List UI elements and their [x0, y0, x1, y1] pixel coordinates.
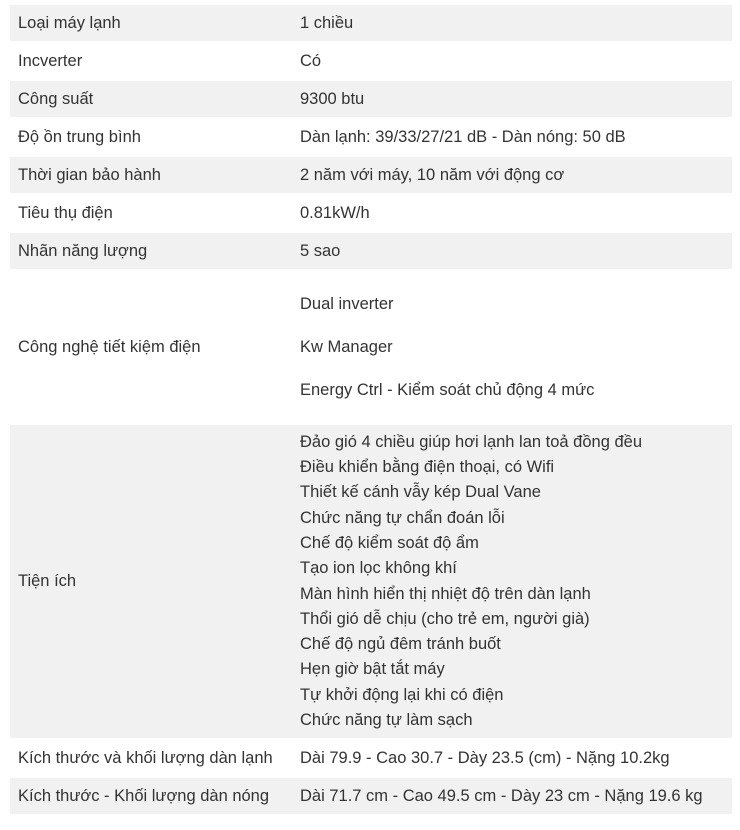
spec-value-item: Kw Manager: [300, 337, 393, 356]
spec-label: Công nghệ tiết kiệm điện: [18, 337, 201, 356]
spec-row-outdoor-size-weight: [10, 778, 732, 814]
spec-label: Loại máy lạnh: [10, 5, 292, 41]
spec-value-item: Điều khiển bằng điện thoại, có Wifi: [300, 458, 555, 477]
spec-row-indoor-size-weight: [10, 740, 732, 776]
spec-value: 5 sao: [292, 233, 732, 269]
spec-row-type: [10, 5, 732, 41]
spec-label: Công suất: [10, 81, 292, 117]
spec-label: Kích thước - Khối lượng dàn nóng: [10, 778, 292, 814]
spec-label: Tiêu thụ điện: [18, 203, 113, 222]
spec-row-inverter: [10, 43, 732, 79]
spec-value-list: [292, 271, 732, 423]
spec-value: 9300 btu: [292, 81, 732, 117]
spec-value-item: Đảo gió 4 chiều giúp hơi lạnh lan toả đồng đều: [300, 432, 642, 451]
spec-value-list: [292, 425, 732, 738]
spec-label: Độ ồn trung bình: [18, 127, 141, 146]
spec-value-item: Energy Ctrl - Kiểm soát chủ động 4 mức: [300, 380, 595, 399]
spec-label: Incverter: [18, 51, 83, 70]
spec-value-item: Chế độ kiểm soát độ ẩm: [300, 533, 479, 552]
spec-row-energy-label: [10, 233, 732, 269]
spec-value: 0.81kW/h: [300, 203, 370, 222]
spec-label: Tiện ích: [10, 425, 292, 738]
spec-value-item: Tạo ion lọc không khí: [300, 559, 457, 578]
spec-label: Nhãn năng lượng: [10, 233, 292, 269]
specs-table: [10, 3, 732, 816]
spec-value: Có: [300, 51, 322, 70]
spec-value-item: Chức năng tự làm sạch: [300, 710, 473, 729]
spec-value: 1 chiều: [292, 5, 732, 41]
spec-row-capacity: [10, 81, 732, 117]
spec-row-warranty: [10, 157, 732, 193]
spec-label: Thời gian bảo hành: [10, 157, 292, 193]
spec-value-item: Thiết kế cánh vẫy kép Dual Vane: [300, 483, 541, 502]
spec-value: Dàn lạnh: 39/33/27/21 dB - Dàn nóng: 50 dB: [300, 127, 626, 146]
spec-value-item: Dual inverter: [300, 294, 394, 313]
spec-value-item: Hẹn giờ bật tắt máy: [300, 660, 445, 679]
spec-value-item: Chức năng tự chẩn đoán lỗi: [300, 508, 505, 527]
spec-value-item: Chế độ ngủ đêm tránh buốt: [300, 635, 501, 654]
spec-value: Dài 71.7 cm - Cao 49.5 cm - Dày 23 cm - Nặng 19.6 kg: [292, 778, 732, 814]
spec-value-item: Tự khởi động lại khi có điện: [300, 685, 504, 704]
spec-label: Kích thước và khối lượng dàn lạnh: [18, 748, 273, 767]
spec-row-energy-saving-tech: [10, 271, 732, 423]
spec-value: 2 năm với máy, 10 năm với động cơ: [292, 157, 732, 193]
spec-value-item: Màn hình hiển thị nhiệt độ trên dàn lạnh: [300, 584, 591, 603]
spec-value: Dài 79.9 - Cao 30.7 - Dày 23.5 (cm) - Nặng 10.2kg: [300, 748, 670, 767]
spec-row-utilities: [10, 425, 732, 738]
spec-row-noise: [10, 119, 732, 155]
spec-value-item: Thổi gió dễ chịu (cho trẻ em, người già): [300, 609, 590, 628]
spec-row-power-consumption: [10, 195, 732, 231]
